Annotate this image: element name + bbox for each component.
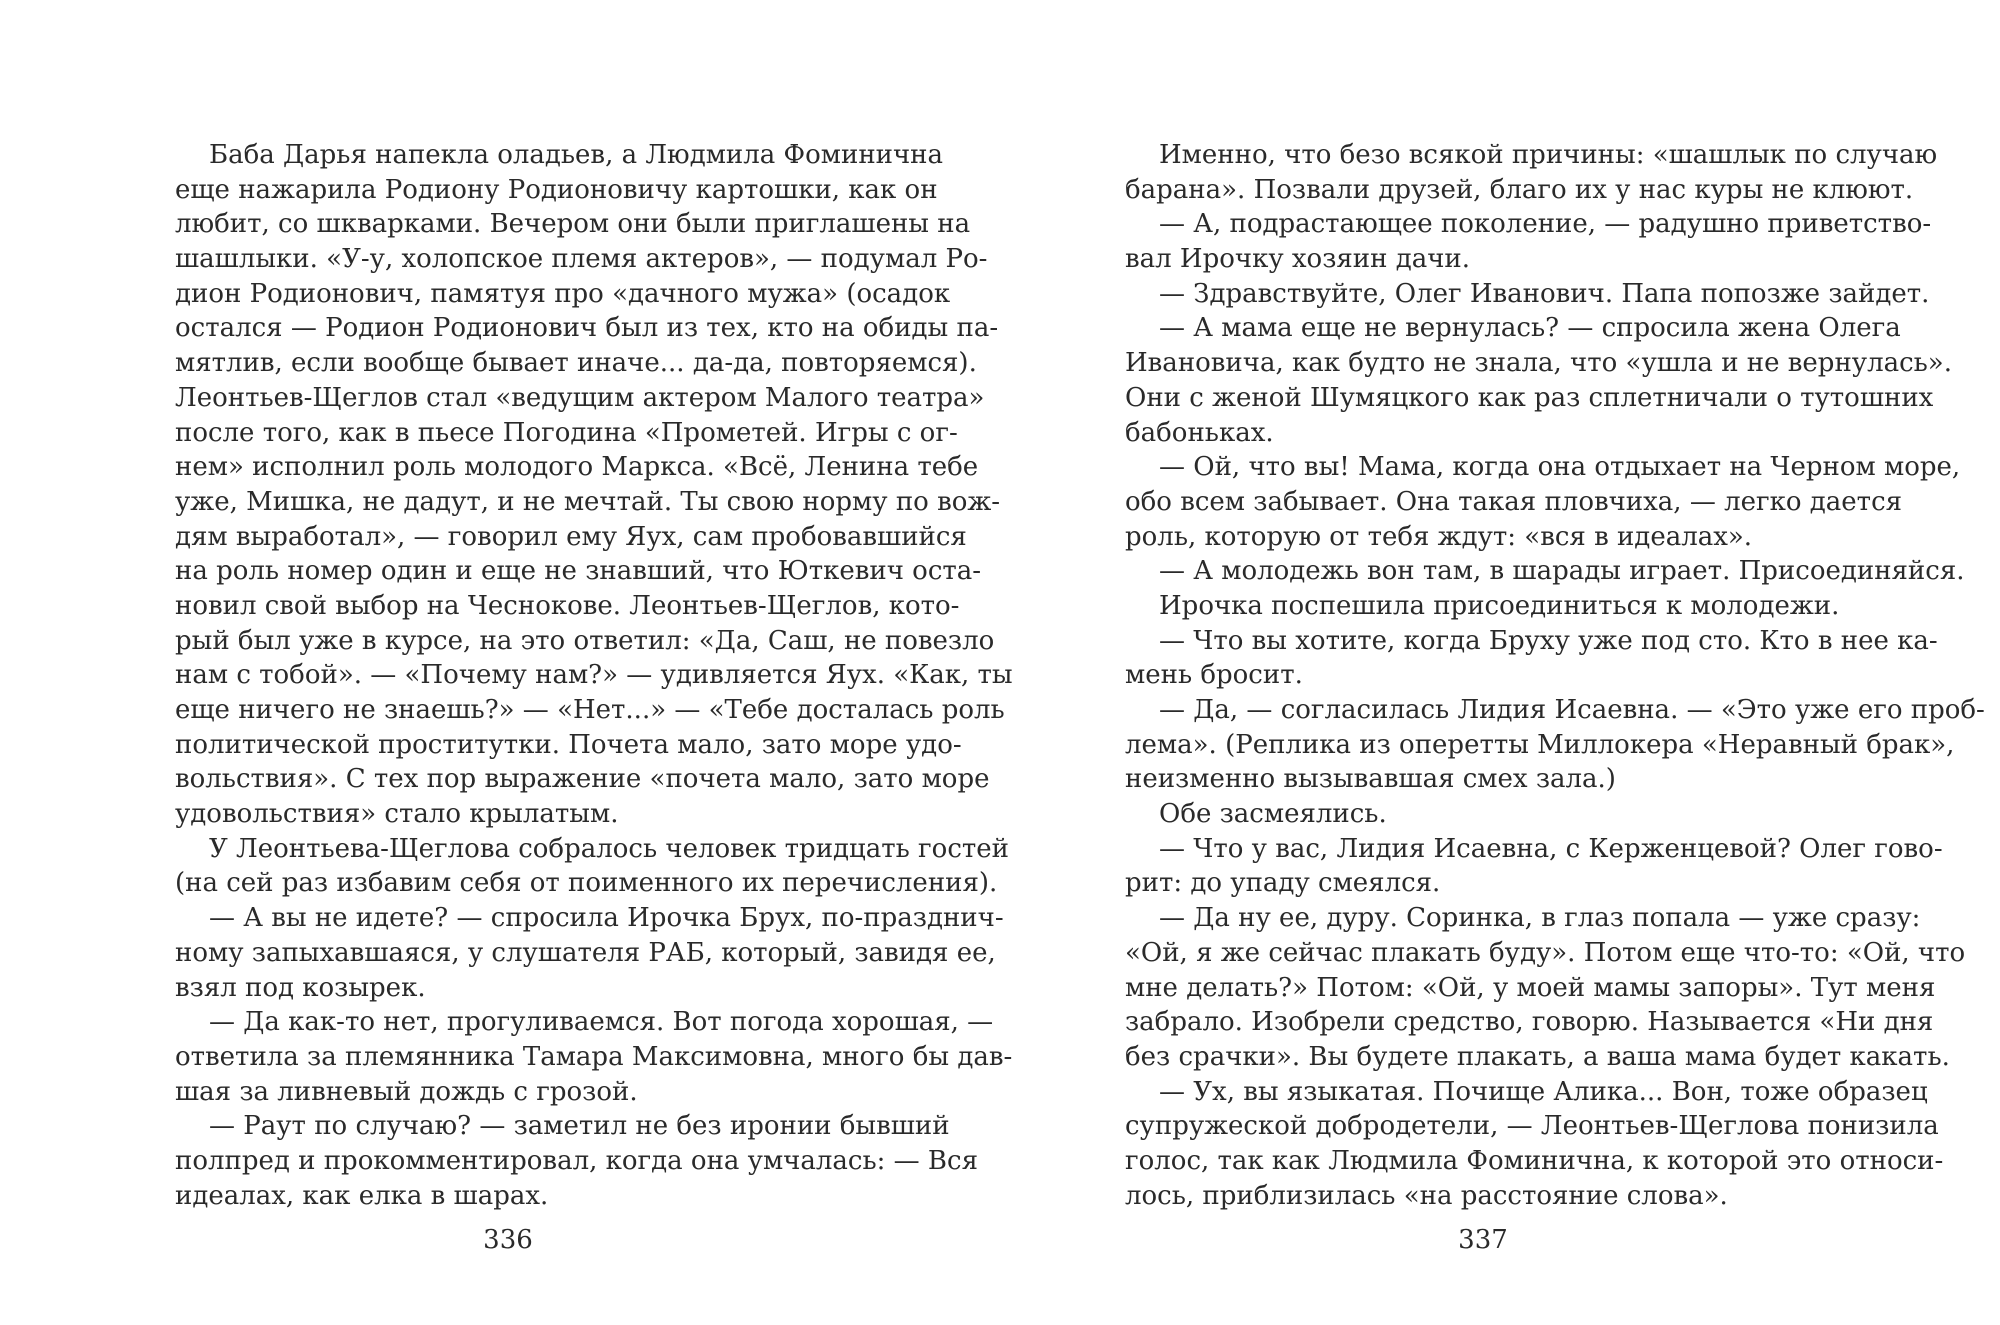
text-line: еще нажарила Родиону Родионовичу картошки, как он [175,174,938,205]
text-line: дям выработал», — говорил ему Яух, сам пробовавшийся [175,521,967,552]
text-line: удовольствия» стало крылатым. [175,799,619,830]
text-line: роль, которую от тебя ждут: «вся в идеалах». [1125,521,1753,552]
text-line: — А вы не идете? — спросила Ирочка Брух, по-празднич- [209,903,1004,934]
text-line: мень бросит. [1125,660,1303,691]
text-line: Леонтьев-Щеглов стал «ведущим актером Малого театра» [175,382,985,413]
text-line: барана». Позвали друзей, благо их у нас куры не клюют. [1125,174,1914,205]
text-line: на роль номер один и еще не знавший, что Юткевич оста- [175,556,982,587]
text-line: — Да как-то нет, прогуливаемся. Вот погода хорошая, — [209,1007,994,1038]
text-line: после того, как в пьесе Погодина «Прометей. Игры с ог- [175,417,958,448]
text-line: еще ничего не знаешь?» — «Нет...» — «Тебе досталась роль [175,695,1005,725]
text-line: — Раут по случаю? — заметил не без иронии бывший [209,1111,950,1142]
right-page-text [1125,138,1985,1213]
text-line: лема». (Реплика из оперетты Миллокера «Неравный брак», [1125,729,1955,760]
text-line: нам с тобой». — «Почему нам?» — удивляется Яух. «Как, ты [175,660,1013,691]
text-line: бабоньках. [1125,417,1274,448]
text-line: взял под козырек. [175,972,426,1003]
text-line: любит, со шкварками. Вечером они были приглашены на [175,209,971,240]
text-line: Ивановича, как будто не знала, что «ушла и не вернулась». [1125,348,1952,379]
text-line: Именно, что безо всякой причины: «шашлык по случаю [1159,140,1938,170]
text-line: обо всем забывает. Она такая пловчиха, — легко дается [1125,486,1903,517]
text-line: — А молодежь вон там, в шарады играет. Присоединяйся. [1159,556,1965,587]
text-line: рый был уже в курсе, на это ответил: «Да, Саш, не повезло [175,625,995,656]
text-line: — Да, — согласилась Лидия Исаевна. — «Это уже его проб- [1159,695,1985,725]
text-line: дион Родионович, памятуя про «дачного мужа» (осадок [175,278,951,309]
text-line: остался — Родион Родионович был из тех, кто на обиды па- [175,313,999,344]
text-line: идеалах, как елка в шарах. [175,1180,549,1211]
text-line: — Ух, вы языкатая. Почище Алика... Вон, тоже образец [1159,1076,1928,1107]
text-line: Они с женой Шумяцкого как раз сплетничали о тутошних [1125,382,1934,413]
text-line: — Что вы хотите, когда Бруху уже под сто. Кто в нее ка- [1159,625,1938,656]
text-line: — Что у вас, Лидия Исаевна, с Керженцевой? Олег гово- [1159,833,1943,864]
text-line: «Ой, я же сейчас плакать буду». Потом еще что-то: «Ой, что [1125,937,1966,968]
text-line: мне делать?» Потом: «Ой, у моей мамы запоры». Тут меня [1125,972,1936,1003]
text-line: голос, так как Людмила Фоминична, к которой это относи- [1125,1145,1944,1176]
text-line: забрало. Изобрели средство, говорю. Называется «Ни дня [1125,1007,1934,1038]
text-line: лось, приблизилась «на расстояние слова». [1125,1180,1728,1211]
text-line: политической проститутки. Почета мало, зато море удо- [175,729,962,760]
text-line: ному запыхавшаяся, у слушателя РАБ, который, завидя ее, [175,937,996,968]
text-line: — Здравствуйте, Олег Иванович. Папа попозже зайдет. [1159,278,1930,309]
left-page-text [175,138,1013,1213]
text-line: мятлив, если вообще бывает иначе... да-да, повторяемся). [175,348,977,379]
text-line: вольствия». С тех пор выражение «почета мало, зато море [175,764,990,795]
text-line: — Ой, что вы! Мама, когда она отдыхает на Черном море, [1159,452,1961,483]
text-line: неизменно вызывавшая смех зала.) [1125,764,1616,795]
text-line: (на сей раз избавим себя от поименного их перечисления). [175,868,998,899]
text-line: шая за ливневый дождь с грозой. [175,1076,638,1107]
text-line: ответила за племянника Тамара Максимовна, много бы дав- [175,1041,1013,1072]
text-line: шашлыки. «У-у, холопское племя актеров», — подумал Ро- [175,244,988,275]
text-line: нем» исполнил роль молодого Маркса. «Всё, Ленина тебе [175,452,979,483]
text-line: Обе засмеялись. [1159,799,1387,830]
text-line: без срачки». Вы будете плакать, а ваша мама будет какать. [1125,1041,1950,1072]
text-line: рит: до упаду смеялся. [1125,868,1441,899]
text-line: — А мама еще не вернулась? — спросила жена Олега [1159,313,1901,344]
text-line: У Леонтьева-Щеглова собралось человек тридцать гостей [209,833,1009,864]
text-line: полпред и прокомментировал, когда она умчалась: — Вся [175,1145,978,1176]
text-line: новил свой выбор на Чеснокове. Леонтьев-Щеглов, кото- [175,590,960,621]
text-line: Баба Дарья напекла оладьев, а Людмила Фоминична [209,140,944,170]
text-line: супружеской добродетели, — Леонтьев-Щеглова понизила [1125,1111,1939,1142]
left-page-number: 336 [483,1225,533,1255]
text-line: уже, Мишка, не дадут, и не мечтай. Ты свою норму по вож- [175,486,1001,517]
text-line: Ирочка поспешила присоединиться к молодежи. [1159,590,1840,621]
right-page-number: 337 [1458,1225,1508,1255]
text-line: — А, подрастающее поколение, — радушно приветство- [1159,209,1932,240]
text-line: — Да ну ее, дуру. Соринка, в глаз попала — уже сразу: [1159,903,1921,934]
text-line: вал Ирочку хозяин дачи. [1125,244,1471,275]
